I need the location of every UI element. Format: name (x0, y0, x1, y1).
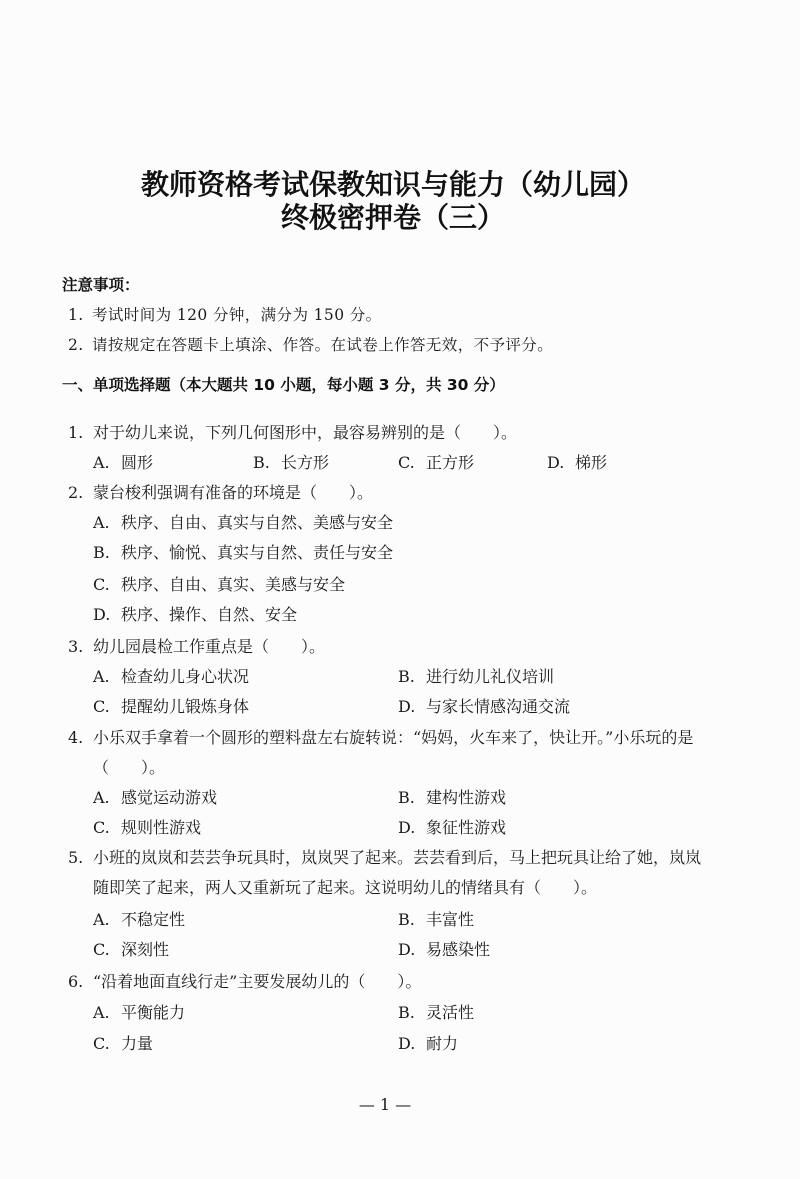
option-letter: B. (398, 1003, 415, 1022)
option-letter: D. (398, 697, 416, 716)
question-stem (68, 632, 325, 662)
notice-item-number: 1. (68, 306, 84, 324)
question-stem-continuation: （ ）。 (93, 758, 166, 777)
option-a (93, 905, 185, 935)
option-text: 进行幼儿礼仪培训 (426, 667, 555, 686)
section-heading: 一、单项选择题（本大题共 10 小题，每小题 3 分，共 30 分） (62, 376, 505, 394)
option-text: 与家长情感沟通交流 (426, 697, 571, 716)
option-text: 象征性游戏 (426, 818, 507, 837)
option-letter: B. (93, 543, 110, 562)
option-letter: B. (398, 667, 415, 686)
option-d (398, 1029, 458, 1059)
option-d (398, 813, 506, 843)
exam-subtitle: 终极密押卷（三） (280, 201, 505, 234)
option-letter: C. (398, 453, 415, 472)
option-letter: D. (398, 940, 416, 959)
notice-item-number: 2. (68, 336, 84, 354)
option-letter: C. (93, 697, 110, 716)
option-b (398, 998, 474, 1028)
question-stem (68, 418, 517, 448)
option-letter: C. (93, 818, 110, 837)
option-letter: D. (398, 818, 416, 837)
option-text: 丰富性 (426, 910, 475, 929)
option-a (93, 662, 249, 692)
option-letter: B. (398, 788, 415, 807)
option-letter: C. (93, 940, 110, 959)
option-c (398, 448, 474, 478)
option-letter: A. (93, 1003, 110, 1022)
option-text: 规则性游戏 (121, 818, 202, 837)
question-stem-text: 对于幼儿来说，下列几何图形中，最容易辨别的是（ ）。 (93, 423, 518, 442)
question-number: 6. (68, 972, 84, 991)
option-text: 秩序、自由、真实与自然、美感与安全 (121, 513, 394, 532)
option-c (93, 1029, 153, 1059)
option-c (93, 813, 201, 843)
option-text: 提醒幼儿锻炼身体 (121, 697, 250, 716)
option-text: 圆形 (121, 453, 154, 472)
option-d (398, 692, 570, 722)
option-b (93, 538, 393, 568)
option-text: 梯形 (575, 453, 608, 472)
option-text: 秩序、操作、自然、安全 (121, 605, 298, 624)
page-number: — 1 — (358, 1095, 412, 1114)
option-c (93, 692, 249, 722)
option-a (93, 783, 217, 813)
option-letter: D. (93, 605, 111, 624)
option-a (93, 448, 153, 478)
question-stem-text: “沿着地面直线行走”主要发展幼儿的（ ）。 (93, 972, 422, 991)
option-letter: C. (93, 575, 110, 594)
question-number: 4. (68, 728, 84, 747)
notice-heading: 注意事项： (62, 276, 140, 294)
exam-title: 教师资格考试保教知识与能力（幼儿园） (140, 168, 645, 201)
option-text: 深刻性 (121, 940, 170, 959)
option-b (398, 783, 506, 813)
option-letter: C. (93, 1034, 110, 1053)
option-letter: A. (93, 910, 110, 929)
option-letter: A. (93, 667, 110, 686)
option-d (93, 600, 297, 630)
notice-item (68, 330, 553, 360)
notice-item-text: 考试时间为 120 分钟，满分为 150 分。 (92, 306, 382, 324)
question-stem (68, 478, 373, 508)
option-letter: D. (547, 453, 565, 472)
option-text: 不稳定性 (121, 910, 186, 929)
option-text: 灵活性 (426, 1003, 475, 1022)
question-stem-text: 小乐双手拿着一个圆形的塑料盘左右旋转说：“妈妈，火车来了，快让开。”小乐玩的是 (93, 728, 694, 747)
option-text: 力量 (121, 1034, 154, 1053)
question-number: 3. (68, 637, 84, 656)
question-stem-text: 幼儿园晨检工作重点是（ ）。 (93, 637, 326, 656)
option-letter: D. (398, 1034, 416, 1053)
option-letter: A. (93, 453, 110, 472)
question-stem (68, 843, 701, 873)
question-stem (68, 967, 421, 997)
option-text: 秩序、愉悦、真实与自然、责任与安全 (121, 543, 394, 562)
question-stem-continuation: 随即笑了起来，两人又重新玩了起来。这说明幼儿的情绪具有（ ）。 (93, 878, 598, 897)
question-number: 5. (68, 848, 84, 867)
option-b (398, 662, 554, 692)
option-letter: A. (93, 788, 110, 807)
option-d (398, 935, 490, 965)
option-letter: B. (253, 453, 270, 472)
option-text: 长方形 (281, 453, 330, 472)
option-text: 秩序、自由、真实、美感与安全 (121, 575, 346, 594)
question-stem-text: 蒙台梭利强调有准备的环境是（ ）。 (93, 483, 374, 502)
option-text: 正方形 (426, 453, 475, 472)
question-number: 2. (68, 483, 84, 502)
option-letter: B. (398, 910, 415, 929)
option-c (93, 935, 169, 965)
option-text: 检查幼儿身心状况 (121, 667, 250, 686)
option-text: 耐力 (426, 1034, 459, 1053)
option-c (93, 570, 345, 600)
option-text: 平衡能力 (121, 1003, 186, 1022)
notice-item-text: 请按规定在答题卡上填涂、作答。在试卷上作答无效，不予评分。 (92, 336, 554, 354)
option-a (93, 508, 393, 538)
option-b (398, 905, 474, 935)
option-text: 感觉运动游戏 (121, 788, 218, 807)
question-stem-text: 小班的岚岚和芸芸争玩具时，岚岚哭了起来。芸芸看到后，马上把玩具让给了她，岚岚 (93, 848, 702, 867)
option-letter: A. (93, 513, 110, 532)
option-d (547, 448, 607, 478)
option-a (93, 998, 185, 1028)
option-text: 易感染性 (426, 940, 491, 959)
option-text: 建构性游戏 (426, 788, 507, 807)
notice-item (68, 300, 382, 330)
question-stem (68, 723, 693, 753)
question-number: 1. (68, 423, 84, 442)
option-b (253, 448, 329, 478)
